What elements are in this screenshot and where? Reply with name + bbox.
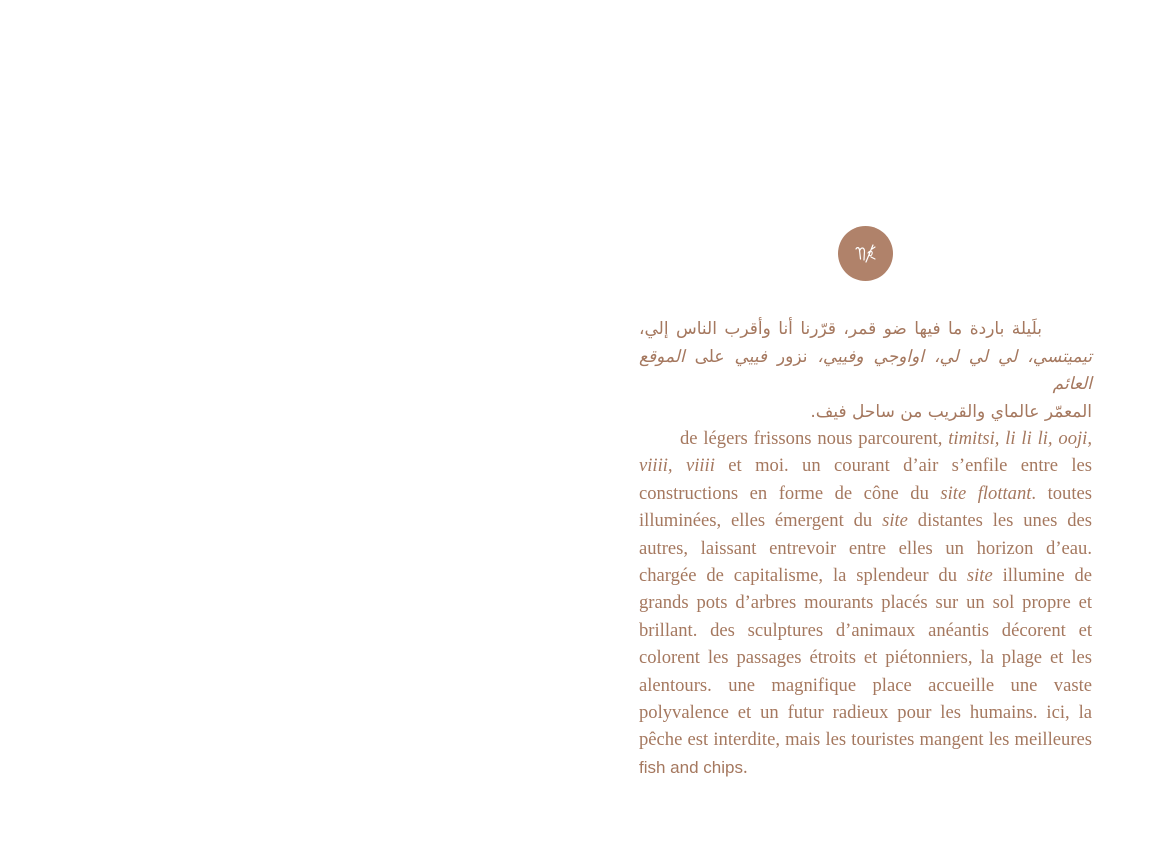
french-text: . [742, 756, 748, 778]
french-site-italic: site [966, 565, 993, 587]
french-text: . toutes illuminées, elles émergent du [639, 482, 1092, 532]
arabic-line-1: بلَيلة باردة ما فيها ضو قمر، قرّرنا أنا وأقرب الناس إلي، [639, 319, 1042, 339]
french-text: illumine de grands pots d’arbres mourants placés sur un sol propre et brillant. des sculptures d’animaux anéantis décorent et colorent les passages étroits et piétonniers, la plage et les alentours. une magnifique place accueille une vaste polyvalence et un futur radieux pour les humains. ici, la pêche est interdite, mais les touristes mangent les meilleures [639, 565, 1092, 751]
arabic-text: نزور [767, 346, 818, 367]
french-site-italic: site flottant [940, 482, 1032, 504]
french-text: et moi. un courant d’air s’enfile entre les constructions en forme de cône du [639, 455, 1092, 504]
arabic-line-3: المعمّر عالماي والقريب من ساحل فيف. [810, 401, 1092, 422]
arabic-names-italic: تيميتسي، لي لي لي، اواوجي وفييي، [817, 346, 1093, 367]
arabic-name-italic: فييي [734, 346, 768, 367]
french-site-italic: site [882, 510, 908, 532]
emblem-badge [838, 226, 893, 281]
french-text: de légers frissons nous parcourent, [680, 428, 949, 449]
french-english-phrase: fish and chips [639, 757, 743, 777]
arabic-site-italic: الموقع العائم [639, 346, 1092, 394]
french-paragraph [639, 425, 1092, 781]
arabic-paragraph [639, 316, 1092, 426]
arabic-line-2 [639, 344, 1092, 399]
french-text: distantes les unes des autres, laissant entrevoir entre elles un horizon d’eau. chargée de capitalisme, la splendeur du [639, 510, 1092, 587]
arabic-text: على [684, 346, 735, 367]
glyph-monogram-icon [851, 239, 881, 269]
french-names-italic: timitsi, li li li, ooji, viiii, viiii [639, 428, 1092, 477]
